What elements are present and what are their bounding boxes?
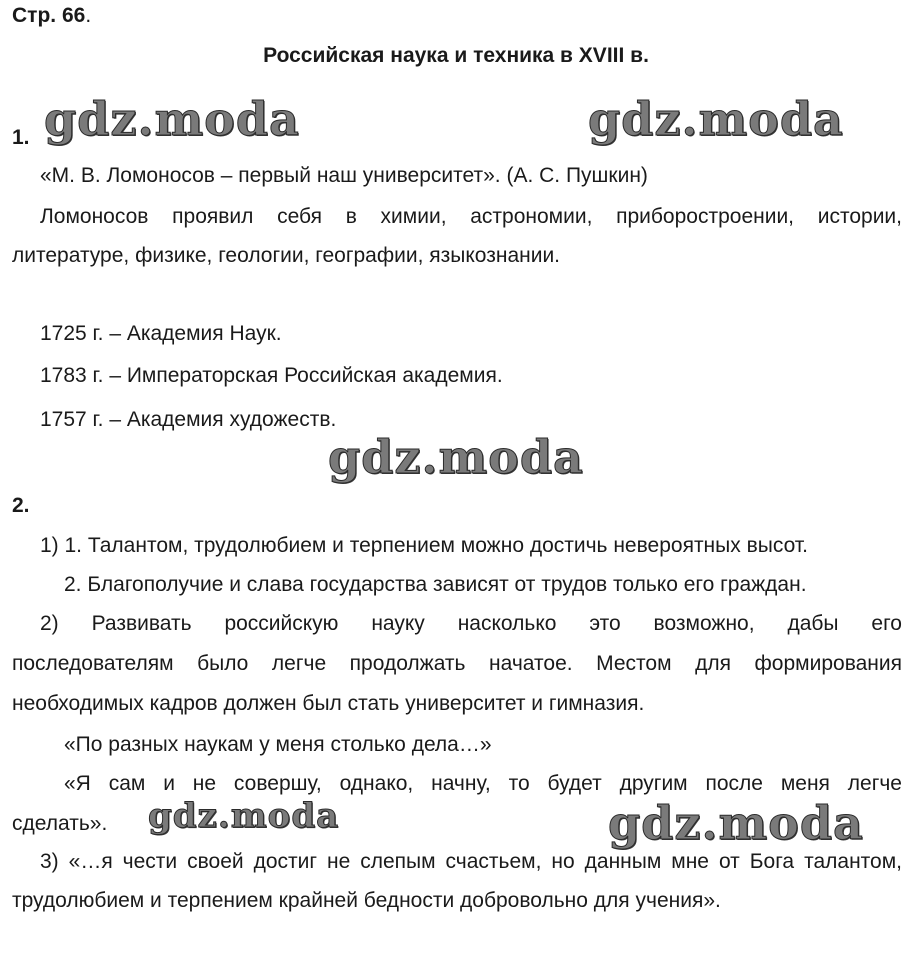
page-number: Стр. 66 bbox=[12, 4, 86, 27]
watermark-logo: gdz.moda bbox=[588, 92, 844, 146]
date-line: 1757 г. – Академия художеств. bbox=[40, 408, 337, 431]
date-line: 1725 г. – Академия Наук. bbox=[40, 322, 282, 345]
page-label bbox=[12, 4, 91, 28]
quote-line: сделать». bbox=[12, 812, 108, 835]
text-line: Ломоносов проявил себя в химии, астрономии, приборостроении, истории, bbox=[40, 205, 902, 228]
text-line: 1) 1. Талантом, трудолюбием и терпением можно достичь невероятных высот. bbox=[40, 534, 808, 557]
watermark-logo: gdz.moda bbox=[608, 796, 864, 850]
text-line: последователям было легче продолжать начатое. Местом для формирования bbox=[12, 652, 902, 675]
text-line: 2) Развивать российскую науку насколько это возможно, дабы его bbox=[40, 612, 902, 635]
watermark-logo: gdz.moda bbox=[148, 796, 340, 836]
page-title: Российская наука и техника в XVIII в. bbox=[263, 44, 649, 67]
quote-line: «Я сам и не совершу, однако, начну, то будет другим после меня легче bbox=[64, 772, 902, 795]
quote-line: «М. В. Ломоносов – первый наш университет». (А. С. Пушкин) bbox=[40, 164, 648, 187]
section-number: 2. bbox=[12, 494, 30, 517]
watermark-logo: gdz.moda bbox=[44, 92, 300, 146]
text-line: литературе, физике, геологии, географии, языкознании. bbox=[12, 244, 561, 267]
text-line: необходимых кадров должен был стать университет и гимназия. bbox=[12, 692, 645, 715]
quote-line: «По разных наукам у меня столько дела…» bbox=[64, 733, 492, 756]
text-line: 2. Благополучие и слава государства зависят от трудов только его граждан. bbox=[64, 573, 807, 596]
watermark-logo: gdz.moda bbox=[328, 430, 584, 484]
quote-line: 3) «…я чести своей достиг не слепым счастьем, но данным мне от Бога талантом, bbox=[40, 850, 902, 873]
quote-line: трудолюбием и терпением крайней бедности добровольно для учения». bbox=[12, 889, 721, 912]
page-label-dot: . bbox=[85, 4, 92, 27]
section-number: 1. bbox=[12, 126, 30, 149]
date-line: 1783 г. – Императорская Российская академия. bbox=[40, 364, 503, 387]
